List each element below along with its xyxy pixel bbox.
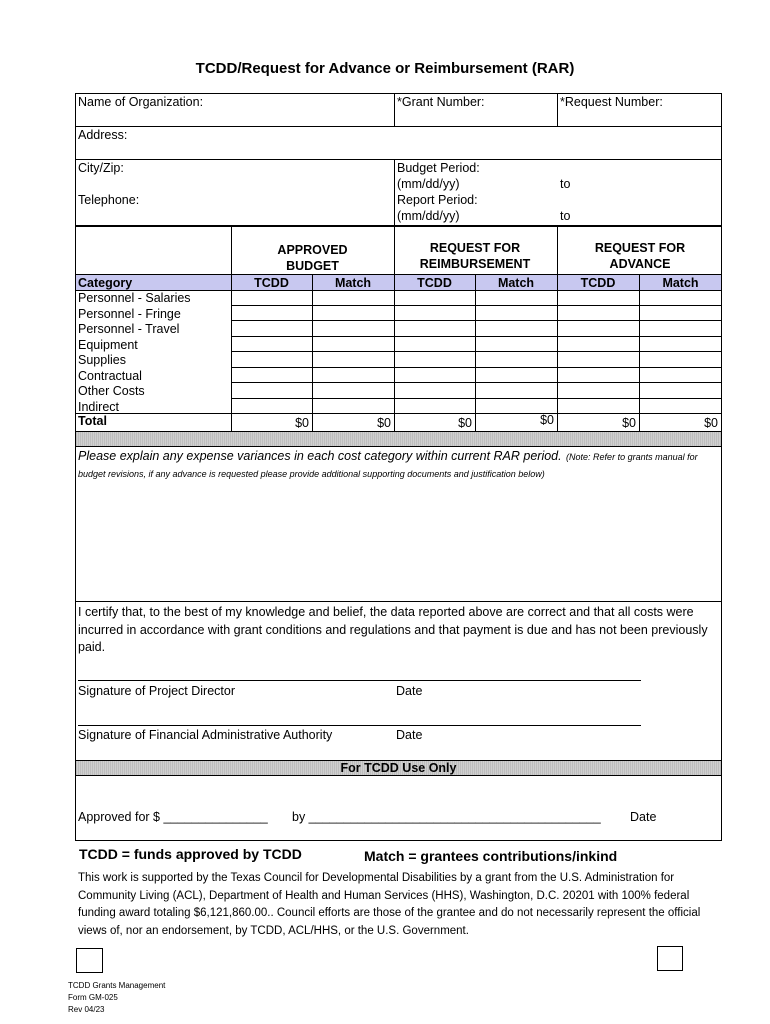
finance-signature-label: Signature of Financial Administrative Authority (78, 728, 333, 742)
funding-statement: This work is supported by the Texas Council for Developmental Disabilities by a grant from the U.S. Administration for Community Living (ACL), Department of Health and Human Services (HHS), Washington, D.C. 20201 with 100% federal funding award totaling $6,121,860.00.. Council efforts are those of the grantee and do not necessarily represent the official views of, nor an endorsement, by TCDD, ACL/HHS, or the U.S. Government. (78, 872, 701, 937)
organization-name-field[interactable]: Name of Organization: (78, 95, 204, 109)
tcdd-use-title: For TCDD Use Only (340, 761, 457, 775)
sub-header-match: Match (662, 276, 699, 290)
category-personnel-travel: Personnel - Travel (78, 322, 180, 336)
legend-tcdd: TCDD = funds approved by TCDD (79, 846, 302, 862)
reimbursement-header: REQUEST FOR REIMBURSEMENT (419, 241, 531, 271)
footer-line-1: TCDD Grants Management (68, 981, 166, 990)
report-period-label: Report Period: (397, 193, 478, 207)
category-personnel-fringe: Personnel - Fringe (78, 307, 181, 321)
variance-main-text: Please explain any expense variances in each cost category within current RAR period. (78, 449, 562, 463)
approved-by-field[interactable]: by __________________________________________ (292, 810, 601, 824)
sub-header-tcdd: TCDD (580, 276, 616, 290)
section-separator (75, 431, 722, 447)
form-title: TCDD/Request for Advance or Reimbursement (RAR) (195, 60, 575, 77)
total-approved-tcdd: $0 (295, 416, 309, 430)
report-period-format[interactable]: (mm/dd/yy) (397, 209, 460, 223)
budget-period-to: to (560, 177, 571, 191)
category-header: Category (78, 276, 133, 290)
grant-number-field[interactable]: *Grant Number: (397, 95, 485, 109)
approved-for-field[interactable]: Approved for $ _______________ (78, 810, 268, 824)
footer-line-2: Form GM-025 (68, 993, 118, 1002)
legend-match: Match = grantees contributions/inkind (364, 848, 618, 864)
total-approved-match: $0 (377, 416, 391, 430)
category-equipment: Equipment (78, 338, 138, 352)
request-number-field[interactable]: *Request Number: (560, 95, 663, 109)
finance-signature-line[interactable] (78, 725, 641, 726)
total-reimb-match: $0 (540, 413, 554, 427)
approved-budget-header: APPROVED BUDGET (277, 243, 348, 273)
report-period-to: to (560, 209, 571, 223)
category-supplies: Supplies (78, 353, 126, 367)
certification-text: I certify that, to the best of my knowledge and belief, the data reported above are correct and that all costs were incurred in accordance with grant conditions and regulations and that payment is due and has not been previously paid. (78, 605, 708, 654)
total-advance-tcdd: $0 (622, 416, 636, 430)
variance-instructions (78, 448, 718, 482)
sub-header-tcdd: TCDD (254, 276, 289, 290)
budget-period-label: Budget Period: (397, 161, 480, 175)
address-field[interactable]: Address: (78, 128, 128, 142)
variance-note: (Note: Refer to grants manual for budget revisions, if any advance is requested please provide additional supporting documents and justification below) (78, 452, 698, 479)
total-label: Total (78, 414, 107, 428)
sub-header-tcdd: TCDD (417, 276, 452, 290)
telephone-field[interactable]: Telephone: (78, 193, 140, 207)
category-other-costs: Other Costs (78, 384, 145, 398)
total-reimb-tcdd: $0 (458, 416, 472, 430)
director-signature-label: Signature of Project Director (78, 684, 236, 698)
left-checkbox[interactable] (76, 948, 103, 973)
advance-header: REQUEST FOR ADVANCE (594, 241, 686, 271)
category-indirect: Indirect (78, 400, 119, 414)
total-advance-match: $0 (704, 416, 718, 430)
footer-line-3: Rev 04/23 (68, 1005, 105, 1014)
city-zip-field[interactable]: City/Zip: (78, 161, 124, 175)
budget-period-format[interactable]: (mm/dd/yy) (397, 177, 460, 191)
sub-header-match: Match (334, 276, 372, 290)
sub-header-match: Match (497, 276, 535, 290)
category-contractual: Contractual (78, 369, 142, 383)
finance-date-label: Date (396, 728, 423, 742)
right-checkbox[interactable] (657, 946, 683, 971)
tcdd-use-section (75, 775, 722, 841)
director-signature-line[interactable] (78, 680, 641, 681)
approved-date-label: Date (630, 810, 657, 824)
footer-form-info (68, 980, 165, 1016)
director-date-label: Date (396, 684, 423, 698)
category-personnel-salaries: Personnel - Salaries (78, 291, 191, 305)
